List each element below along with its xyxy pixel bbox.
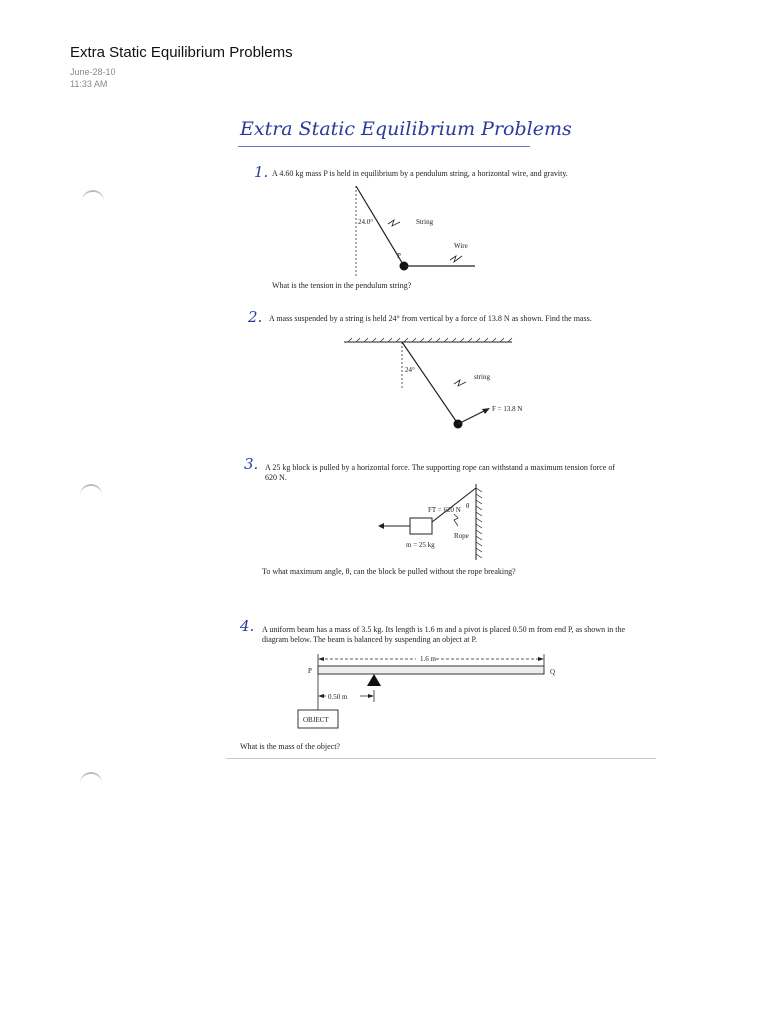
problem-4-diagram	[296, 650, 576, 734]
problem-4-question: What is the mass of the object?	[240, 742, 340, 751]
problem-3-diagram	[376, 482, 496, 562]
problem-1-mass-label: P	[397, 252, 401, 260]
problem-3-number: 3.	[244, 455, 259, 473]
problem-1-string-label: String	[416, 218, 434, 226]
problem-3-tension-label: FT = 620 N	[428, 506, 461, 514]
problem-4-text: A uniform beam has a mass of 3.5 kg. Its length is 1.6 m and a pivot is placed 0.50 m from end P, as shown in the diagram below. The beam is balanced by suspending an object at P.	[262, 625, 626, 644]
problem-1-text: A 4.60 kg mass P is held in equilibrium by a pendulum string, a horizontal wire, and gravity.	[272, 169, 568, 178]
problem-4-object-label: OBJECT	[303, 716, 329, 724]
problem-3-mass-label: m = 25 kg	[406, 541, 435, 549]
margin-mark	[80, 772, 102, 784]
problem-3-angle-label: θ	[466, 502, 470, 510]
heading-underline	[238, 146, 530, 147]
problem-2-diagram	[340, 336, 560, 436]
problem-3-question: To what maximum angle, θ, can the block be pulled without the rope breaking?	[262, 567, 516, 576]
scan-edge-line	[226, 758, 656, 759]
problem-4-end-q-label: Q	[550, 668, 556, 676]
problem-2-string-label: string	[474, 373, 490, 381]
problem-2-text: A mass suspended by a string is held 24° from vertical by a force of 13.8 N as shown. Find the mass.	[269, 314, 592, 323]
problem-2-force-label: F = 13.8 N	[492, 405, 523, 413]
problem-1-question: What is the tension in the pendulum string?	[272, 281, 412, 290]
problem-3-text: A 25 kg block is pulled by a horizontal force. The supporting rope can withstand a maximum tension force of 620 N.	[265, 463, 615, 482]
problem-1-diagram	[340, 180, 490, 280]
problem-1-wire-label: Wire	[454, 242, 468, 250]
problem-4-length-label: 1.6 m	[420, 655, 436, 663]
problem-2-angle-label: 24°	[405, 366, 415, 374]
problem-3-rope-label: Rope	[454, 532, 469, 540]
note-date: June-28-10	[70, 67, 116, 77]
worksheet-heading: Extra Static Equilibrium Problems	[240, 118, 572, 140]
problem-1-number: 1.	[254, 163, 269, 181]
problem-4-distance-label: 0.50 m	[328, 693, 348, 701]
note-time: 11:33 AM	[70, 79, 108, 89]
margin-mark	[82, 190, 104, 202]
problem-4-end-p-label: P	[308, 667, 312, 675]
problem-2-number: 2.	[248, 308, 263, 326]
margin-mark	[80, 484, 102, 496]
problem-4-number: 4.	[240, 617, 255, 635]
page-title: Extra Static Equilibrium Problems	[70, 44, 293, 61]
problem-1-angle-label: 24.0°	[358, 218, 374, 226]
